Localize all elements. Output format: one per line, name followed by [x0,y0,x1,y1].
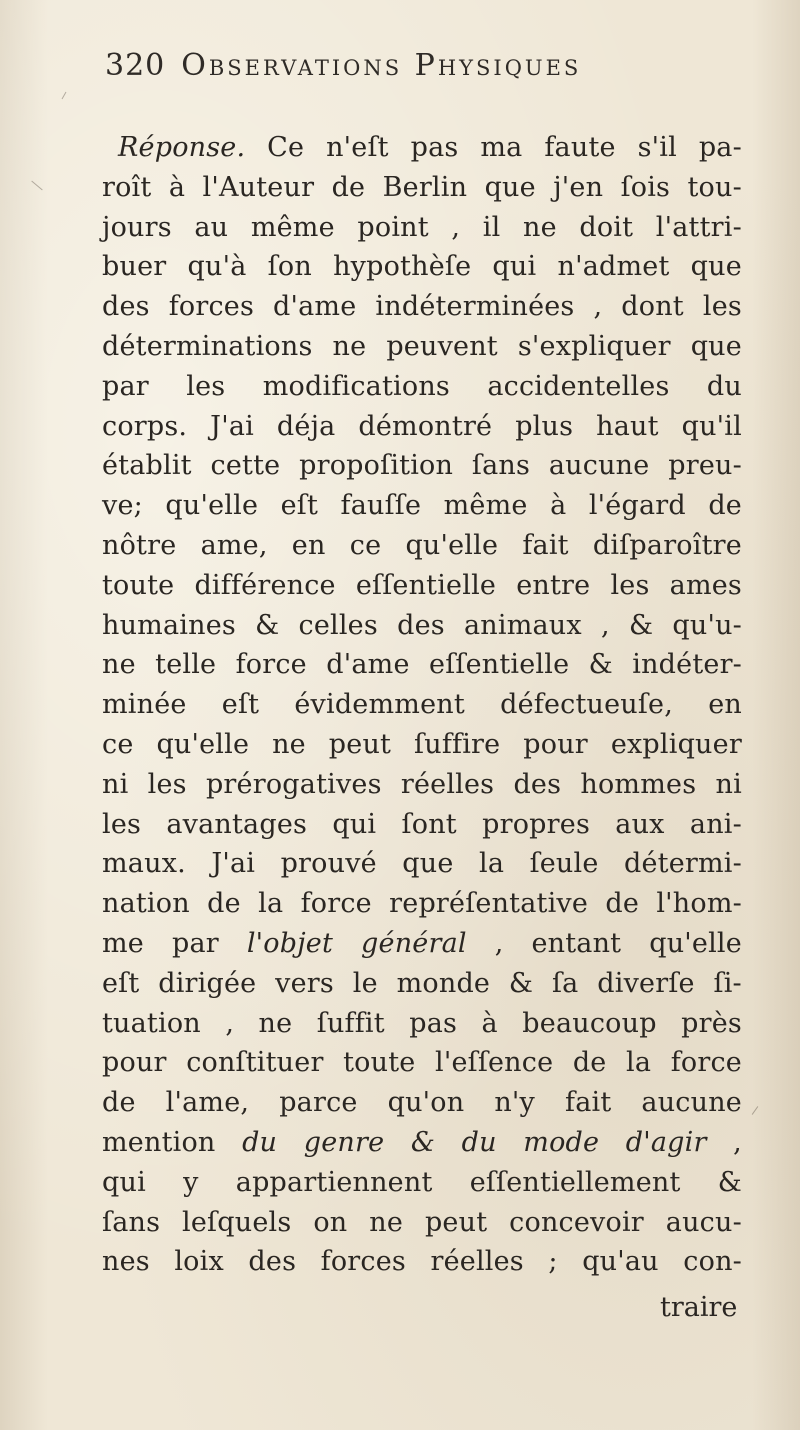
word: à [168,171,186,203]
text-line [102,128,742,168]
word: des [513,768,562,800]
word: j'en [553,171,604,203]
word: corps. [102,410,188,442]
word: modifications [262,370,450,402]
word: des [248,1246,297,1278]
word: l'eſſence [434,1047,554,1079]
word: de [207,888,241,920]
word: s'il [637,132,677,163]
word: appartiennent [235,1166,433,1198]
word: les [610,569,650,601]
word: de [331,171,366,203]
word: & [717,1166,742,1198]
word: on [313,1206,348,1238]
text-line [102,486,742,526]
word: tuation [102,1007,201,1039]
word: de [102,1087,136,1119]
word: force [300,888,372,920]
word: , [593,291,603,323]
word: , [601,609,610,641]
text-line [102,884,742,924]
text-line [102,964,742,1004]
word: & [588,649,613,681]
text-line [102,247,742,287]
word: , [451,211,461,243]
text-line [102,208,742,248]
word: diverſe [597,967,695,999]
word: mode [523,1126,600,1158]
word: y [183,1166,199,1198]
word: entre [516,569,591,601]
word: J'ai [210,410,254,442]
word: près [681,1007,742,1039]
paper-mark [62,92,67,99]
word: les [102,808,142,840]
word: l'égard [588,490,686,522]
word: en [291,529,326,561]
word: d'agir [625,1126,707,1158]
text-line [102,1083,742,1123]
word: , [225,1007,235,1039]
word: eſt [280,490,319,522]
word: dont [621,291,684,323]
word: nes [102,1246,150,1278]
word: propoſition [299,450,454,482]
word: aux [615,808,665,840]
word: jours [102,211,172,243]
word: l'hom- [656,888,742,920]
word: détermi- [623,848,742,880]
word: qu'au [582,1246,659,1278]
word: des [397,609,445,641]
word: eſt [221,689,260,721]
word: déja [276,410,336,442]
word: preu- [668,450,742,482]
catchword: traire [660,1292,738,1323]
text-line [102,367,742,407]
page-number: 320 [105,48,166,83]
word: de [605,888,640,920]
word: con- [683,1246,742,1278]
word: démontré [358,410,493,442]
word: , [494,927,504,959]
word: qu'il [681,410,742,442]
word: beaucoup [522,1007,657,1039]
word: ames [669,569,742,601]
word: d'ame [326,649,410,681]
text-line [102,327,742,367]
word: par [171,927,219,959]
word: prouvé [280,848,377,880]
word: doit [579,211,634,243]
word: pas [410,132,459,163]
text-line [102,844,742,884]
word: ce [349,529,382,561]
word: ſeule [529,848,599,880]
word: du [461,1126,497,1158]
word: loix [174,1246,224,1278]
text-line [102,1203,742,1243]
word: hypothèſe [333,251,472,283]
text-line [102,1004,742,1044]
word: établit [102,450,192,482]
word: il [482,211,501,243]
word: Ce [267,132,305,163]
text-line [102,645,742,685]
word: qui [492,251,537,283]
word: pour [523,728,588,760]
word: ſa [551,967,579,999]
word: monde [396,967,491,999]
word: avantages [166,808,308,840]
text-line [102,1043,742,1083]
word: à [550,490,567,522]
word: ſuffire [414,728,501,760]
word: eſſentielle [429,649,570,681]
paper-mark [752,1106,759,1115]
running-title: Observations Physiques [181,48,582,83]
word: entant [531,927,622,959]
word: minée [102,689,187,721]
word: & [628,609,654,641]
word: la [626,1047,652,1079]
word: qu'à [187,251,247,283]
word: toute [102,569,175,601]
word: l'Auteur [202,171,315,203]
word: ſans [471,450,531,482]
word: par [102,370,149,402]
word: humaines [102,609,236,641]
word: ne [102,649,136,681]
word: roît [102,171,152,203]
word: aucune [641,1087,742,1119]
word: ni [715,768,742,800]
word: n'eſt [326,132,389,163]
word: des [102,291,150,323]
word: l'objet [246,927,334,959]
text-line [102,566,742,606]
word: fait [522,529,569,561]
word: aucune [548,450,650,482]
word: expliquer [610,728,742,760]
word: J'ai [211,848,256,880]
word: qu'elle [649,927,742,959]
word: eſt [102,967,140,999]
word: ſans [102,1206,161,1238]
word: genre [303,1126,385,1158]
text-line [102,1163,742,1203]
word: ne [332,330,367,362]
word: hommes [580,768,697,800]
word: de [572,1047,607,1079]
word: & [508,967,534,999]
word: d'ame [273,291,357,323]
word: ani- [689,808,742,840]
word: Berlin [382,171,468,203]
word: eſſentielle [355,569,497,601]
word: fauſſe [340,490,422,522]
word: prérogatives [205,768,382,800]
word: me [102,927,144,959]
word: au [194,211,229,243]
word: plus [515,410,574,442]
word: nation [102,888,190,920]
running-head [105,48,765,88]
word: force [670,1047,742,1079]
word: de [708,490,742,522]
word: général [361,927,467,959]
word: qu'elle [405,529,499,561]
word: les [702,291,742,323]
word: qui [102,1166,146,1198]
word: ſont [401,808,457,840]
word: , [733,1126,742,1158]
word: indéterminées [375,291,575,323]
paper-mark [31,181,42,191]
word: accidentelles [487,370,670,402]
word: & [410,1126,436,1158]
word: point [357,211,429,243]
word: ſi- [713,967,742,999]
word: ; [548,1246,558,1278]
text-line [102,407,742,447]
word: la [478,848,505,880]
body-text [102,128,742,1282]
word: pa- [698,132,742,163]
word: cette [210,450,281,482]
word: même [443,490,528,522]
word: n'y [494,1087,536,1119]
word: déterminations [102,330,313,362]
text-line [102,606,742,646]
word: peuvent [386,330,498,362]
word: aucu- [665,1206,742,1238]
word: ſon [267,251,312,283]
word: qu'on [387,1087,465,1119]
word: tou- [687,171,742,203]
word: l'ame, [165,1087,250,1119]
word: conſtituer [186,1047,324,1079]
word: du [242,1126,278,1158]
word: animaux [463,609,582,641]
word: diſparoître [592,529,742,561]
word: ve; [102,490,143,522]
word: réelles [430,1246,524,1278]
word: & [255,609,280,641]
word: ne [258,1007,293,1039]
word: pour [102,1047,167,1079]
word: les [186,370,226,402]
word: la [258,888,284,920]
word: repréſentative [389,888,589,920]
word: forces [168,291,255,323]
word: l'attri- [655,211,742,243]
word: Réponse. [118,132,246,163]
word: que [402,848,454,880]
text-line [102,446,742,486]
word: ma [480,132,523,163]
word: haut [596,410,659,442]
word: ſois [620,171,671,203]
word: ſuffit [316,1007,385,1039]
text-line [102,168,742,208]
word: telle [155,649,217,681]
word: propres [482,808,590,840]
word: que [484,171,536,203]
word: indéter- [632,649,742,681]
text-line [102,287,742,327]
word: force [235,649,307,681]
word: celles [298,609,378,641]
word: qu'elle [156,728,250,760]
word: eſſentiellement [469,1166,681,1198]
word: ne [369,1206,404,1238]
word: faute [544,132,616,163]
text-line [102,1123,742,1163]
word: ne [523,211,557,243]
word: mention [102,1126,216,1158]
text-line [102,805,742,845]
word: qui [332,808,377,840]
word: nôtre [102,529,177,561]
text-line [102,765,742,805]
word: ni [102,768,129,800]
word: différence [194,569,336,601]
word: les [147,768,187,800]
word: s'expliquer [517,330,671,362]
text-line [102,685,742,725]
word: ame, [200,529,268,561]
word: que [690,330,742,362]
word: défectueuſe, [500,689,674,721]
word: à [481,1007,498,1039]
word: maux. [102,848,186,880]
word: évidemment [294,689,465,721]
word: ce [102,728,134,760]
word: forces [320,1246,406,1278]
word: du [706,370,742,402]
word: buer [102,251,167,283]
word: pas [409,1007,458,1039]
text-line [102,924,742,964]
text-line [102,1242,742,1282]
word: parce [279,1087,358,1119]
word: fait [565,1087,612,1119]
word: vers [275,967,334,999]
text-line [102,725,742,765]
word: ne [272,728,306,760]
word: toute [343,1047,416,1079]
word: dirigée [158,967,257,999]
word: même [250,211,335,243]
word: le [352,967,378,999]
word: en [708,689,742,721]
word: réelles [400,768,495,800]
word: peut [328,728,392,760]
word: que [690,251,742,283]
word: concevoir [509,1206,644,1238]
word: qu'u- [672,609,742,641]
word: qu'elle [165,490,259,522]
word: peut [424,1206,488,1238]
word: leſquels [182,1206,292,1238]
text-line [102,526,742,566]
word: n'admet [557,251,670,283]
